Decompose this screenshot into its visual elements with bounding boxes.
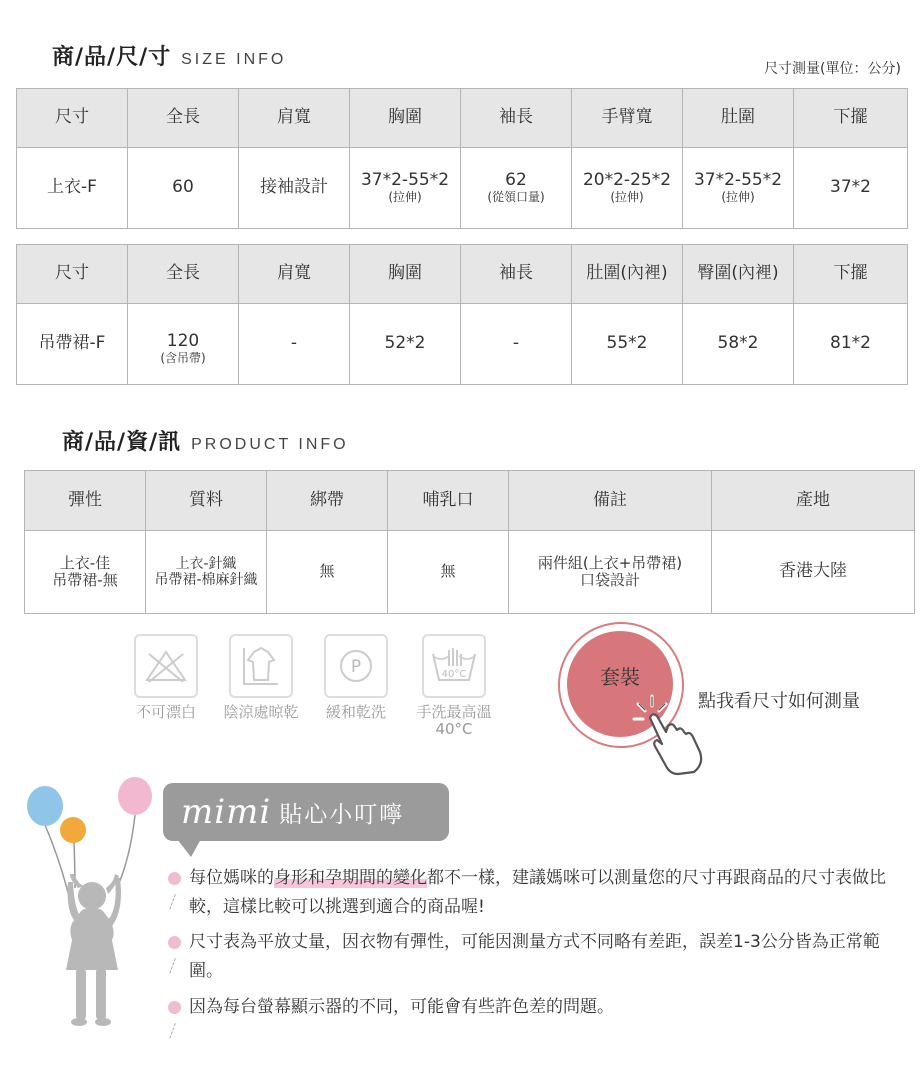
bullet-tail — [169, 958, 176, 974]
bullet-dot-icon — [168, 1001, 181, 1014]
pink-balloon-icon — [118, 777, 152, 815]
header-cell: 肩寬 — [239, 89, 350, 148]
strap-cell: 無 — [267, 531, 388, 614]
sleeve-cell — [461, 148, 572, 229]
shade-dry-icon — [229, 634, 293, 698]
care-label: 手洗最高溫 — [416, 703, 492, 721]
belly-note: (拉伸) — [721, 190, 755, 205]
size-cell: 吊帶裙-F — [17, 304, 128, 385]
material-cell — [146, 531, 267, 614]
care-dry-clean — [316, 634, 396, 721]
chest-cell: 52*2 — [350, 304, 461, 385]
elasticity-cell — [25, 531, 146, 614]
size-info-heading — [52, 40, 286, 71]
care-label-temp: 40°C — [435, 720, 473, 739]
tip-text-part: 都不一樣，建議媽咪可以測量您的尺寸再跟商品的尺寸表做比較，這樣比較可以挑選到適合的商品喔! — [189, 868, 886, 917]
table-header-row — [25, 471, 915, 531]
header-cell: 下擺 — [794, 245, 908, 304]
size-info-title: 商/品/尺/寸 — [52, 45, 172, 70]
care-label: 陰涼處晾乾 — [223, 703, 299, 721]
size-info-title-en: SIZE INFO — [181, 51, 287, 68]
product-info-title-en: PRODUCT INFO — [191, 436, 349, 453]
tip-text: 尺寸表為平放丈量，因衣物有彈性，可能因測量方式不同略有差距，誤差1-3公分皆為正常範圍。 — [189, 932, 880, 981]
hand-wash-temp: 40°C — [441, 669, 467, 680]
tip-text: 因為每台螢幕顯示器的不同，可能會有些許色差的問題。 — [189, 997, 614, 1017]
care-hand-wash — [408, 634, 500, 739]
length-value: 120 — [166, 330, 200, 351]
tip-text-part: 每位媽咪的 — [189, 868, 274, 888]
origin-cell: 香港大陸 — [712, 531, 915, 614]
header-cell: 哺乳口 — [388, 471, 509, 531]
length-note: (含吊帶) — [160, 351, 206, 366]
care-label: 緩和乾洗 — [325, 703, 386, 721]
chest-cell — [350, 148, 461, 229]
header-cell: 尺寸 — [17, 245, 128, 304]
no-bleach-icon — [134, 634, 198, 698]
header-cell: 彈性 — [25, 471, 146, 531]
header-cell: 胸圍 — [350, 245, 461, 304]
table-header-row — [17, 245, 908, 304]
list-item — [168, 928, 898, 986]
list-item — [168, 864, 898, 922]
size-cell: 上衣-F — [17, 148, 128, 229]
bullet-tail — [169, 894, 176, 910]
table-row — [17, 148, 908, 229]
tips-title: 貼心小叮嚀 — [279, 801, 405, 828]
tip-highlight: 身形和孕期間的變化 — [274, 868, 427, 888]
care-shade-dry — [215, 634, 307, 721]
chest-note: (拉伸) — [388, 190, 422, 205]
orange-balloon-icon — [60, 817, 86, 843]
header-cell: 袖長 — [461, 89, 572, 148]
header-cell: 尺寸 — [17, 89, 128, 148]
header-cell: 綁帶 — [267, 471, 388, 531]
top-size-table — [16, 88, 908, 229]
shoulder-cell: 接袖設計 — [239, 148, 350, 229]
care-label: 不可漂白 — [135, 703, 196, 721]
care-no-bleach — [126, 634, 206, 721]
header-cell: 質料 — [146, 471, 267, 531]
header-cell: 下擺 — [794, 89, 908, 148]
elasticity-line: 上衣-佳 — [59, 553, 111, 572]
unit-note: 尺寸測量(單位：公分) — [764, 61, 901, 77]
measure-badge-label: 套裝 — [600, 664, 640, 689]
header-cell: 臀圍(內裡) — [683, 245, 794, 304]
bubble-tail — [177, 839, 201, 857]
header-cell: 全長 — [128, 245, 239, 304]
header-cell: 全長 — [128, 89, 239, 148]
header-cell: 胸圍 — [350, 89, 461, 148]
list-item — [168, 993, 898, 1022]
table-row — [25, 531, 915, 614]
table-row — [17, 304, 908, 385]
length-cell: 60 — [128, 148, 239, 229]
tip-text — [189, 864, 898, 922]
notes-cell — [509, 531, 712, 614]
product-info-table — [24, 470, 915, 614]
dress-size-table — [16, 244, 908, 385]
shoulder-cell: - — [239, 304, 350, 385]
brand-logo: mimi — [181, 792, 272, 832]
header-cell: 肚圍 — [683, 89, 794, 148]
elasticity-line: 吊帶裙-無 — [52, 571, 118, 589]
length-cell — [128, 304, 239, 385]
notes-line: 兩件組(上衣+吊帶裙) — [537, 553, 683, 572]
belly-cell: 55*2 — [572, 304, 683, 385]
measure-link[interactable]: 點我看尺寸如何測量 — [698, 691, 860, 712]
dry-clean-symbol: P — [350, 657, 362, 677]
hem-cell: 81*2 — [794, 304, 908, 385]
header-cell: 手臂寬 — [572, 89, 683, 148]
table-header-row — [17, 89, 908, 148]
blue-balloon-icon — [27, 786, 63, 826]
header-cell: 肚圍(內裡) — [572, 245, 683, 304]
hem-cell: 37*2 — [794, 148, 908, 229]
arm-cell — [572, 148, 683, 229]
belly-cell — [683, 148, 794, 229]
dry-clean-icon — [324, 634, 388, 698]
material-line: 上衣-針織 — [175, 555, 237, 572]
header-cell: 產地 — [712, 471, 915, 531]
bullet-dot-icon — [168, 872, 181, 885]
product-info-heading — [62, 425, 349, 456]
sleeve-note: (從領口量) — [487, 190, 545, 205]
bullet-tail — [169, 1023, 176, 1039]
belly-value: 37*2-55*2 — [693, 169, 783, 190]
hip-cell: 58*2 — [683, 304, 794, 385]
material-line: 吊帶裙-棉麻針織 — [154, 572, 258, 588]
nursing-cell: 無 — [388, 531, 509, 614]
tips-title-bubble — [163, 783, 449, 841]
chest-value: 37*2-55*2 — [360, 169, 450, 190]
header-cell: 肩寬 — [239, 245, 350, 304]
header-cell: 袖長 — [461, 245, 572, 304]
sleeve-value: 62 — [505, 169, 527, 190]
bullet-dot-icon — [168, 936, 181, 949]
product-info-title: 商/品/資/訊 — [62, 430, 182, 455]
arm-note: (拉伸) — [610, 190, 644, 205]
header-cell: 備註 — [509, 471, 712, 531]
arm-value: 20*2-25*2 — [582, 169, 672, 190]
sleeve-cell: - — [461, 304, 572, 385]
hand-wash-icon — [422, 634, 486, 698]
notes-line: 口袋設計 — [579, 571, 640, 589]
balloon-girl-illustration — [20, 770, 170, 1070]
